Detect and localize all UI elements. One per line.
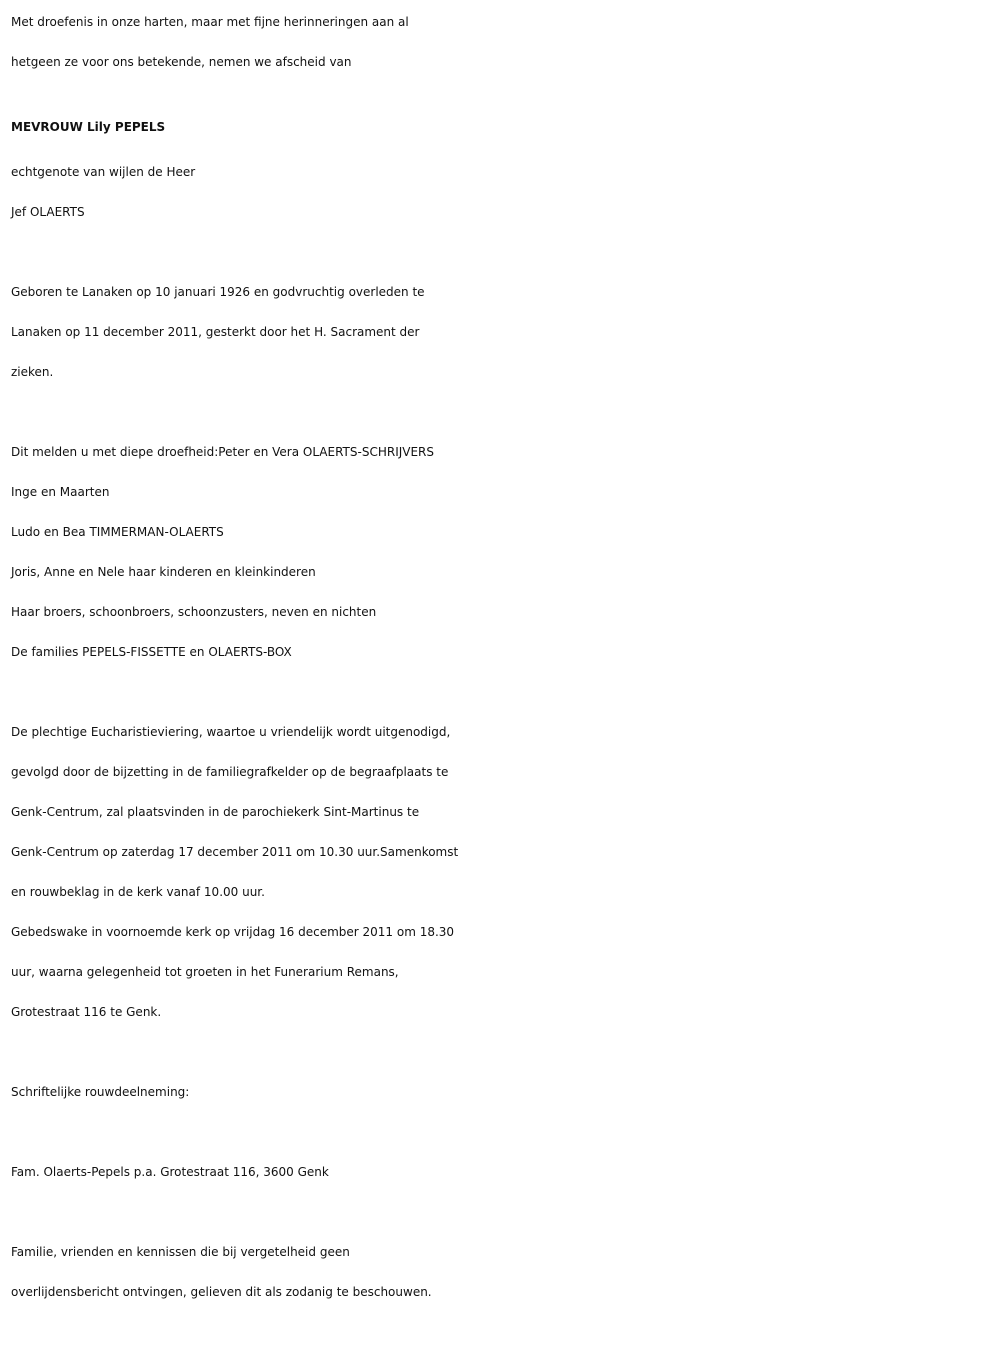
ceremony-line: gevolgd door de bijzetting in de familiegrafkelder op de begraafplaats te xyxy=(11,765,449,779)
ceremony-line: Gebedswake in voornoemde kerk op vrijdag 16 december 2011 om 18.30 xyxy=(11,925,455,939)
spacer xyxy=(11,232,996,272)
spouse-paragraph xyxy=(11,152,996,232)
condolence-label: Schriftelijke rouwdeelneming: xyxy=(11,1085,190,1099)
birth-death-line: Lanaken op 11 december 2011, gesterkt door het H. Sacrament der xyxy=(11,325,420,339)
spouse-line: echtgenote van wijlen de Heer xyxy=(11,165,196,179)
intro-paragraph xyxy=(11,2,996,82)
intro-line: hetgeen ze voor ons betekende, nemen we afscheid van xyxy=(11,55,352,69)
deceased-name: MEVROUW Lily PEPELS xyxy=(11,120,166,134)
spacer xyxy=(11,392,996,432)
spacer xyxy=(11,1032,996,1072)
mourners-paragraph xyxy=(11,432,996,672)
mourners-line: Ludo en Bea TIMMERMAN-OLAERTS xyxy=(11,525,224,539)
closing-line: Familie, vrienden en kennissen die bij vergetelheid geen xyxy=(11,1245,350,1259)
ceremony-line: Genk-Centrum, zal plaatsvinden in de parochiekerk Sint-Martinus te xyxy=(11,805,420,819)
intro-line: Met droefenis in onze harten, maar met fijne herinneringen aan al xyxy=(11,15,409,29)
mourners-line: De families PEPELS-FISSETTE en OLAERTS-BOX xyxy=(11,645,292,659)
birth-death-line: Geboren te Lanaken op 10 januari 1926 en godvruchtig overleden te xyxy=(11,285,425,299)
birth-death-paragraph xyxy=(11,272,996,392)
closing-paragraph xyxy=(11,1232,996,1312)
ceremony-line: De plechtige Eucharistieviering, waartoe u vriendelijk wordt uitgenodigd, xyxy=(11,725,451,739)
ceremony-line: Genk-Centrum op zaterdag 17 december 2011 om 10.30 uur.Samenkomst xyxy=(11,845,459,859)
spacer xyxy=(11,672,996,712)
obituary-document xyxy=(11,2,996,1312)
ceremony-paragraph xyxy=(11,712,996,1032)
birth-death-line: zieken. xyxy=(11,365,54,379)
mourners-line: Dit melden u met diepe droefheid:Peter en Vera OLAERTS-SCHRIJVERS xyxy=(11,445,435,459)
mourners-line: Inge en Maarten xyxy=(11,485,110,499)
closing-line: overlijdensbericht ontvingen, gelieven dit als zodanig te beschouwen. xyxy=(11,1285,432,1299)
spacer xyxy=(11,1192,996,1232)
spacer xyxy=(11,1112,996,1152)
mourners-line: Haar broers, schoonbroers, schoonzusters, neven en nichten xyxy=(11,605,377,619)
ceremony-line: uur, waarna gelegenheid tot groeten in het Funerarium Remans, xyxy=(11,965,399,979)
ceremony-line: en rouwbeklag in de kerk vanaf 10.00 uur. xyxy=(11,885,265,899)
spouse-line: Jef OLAERTS xyxy=(11,205,85,219)
ceremony-line: Grotestraat 116 te Genk. xyxy=(11,1005,162,1019)
mourners-line: Joris, Anne en Nele haar kinderen en kleinkinderen xyxy=(11,565,316,579)
family-address: Fam. Olaerts-Pepels p.a. Grotestraat 116, 3600 Genk xyxy=(11,1165,329,1179)
